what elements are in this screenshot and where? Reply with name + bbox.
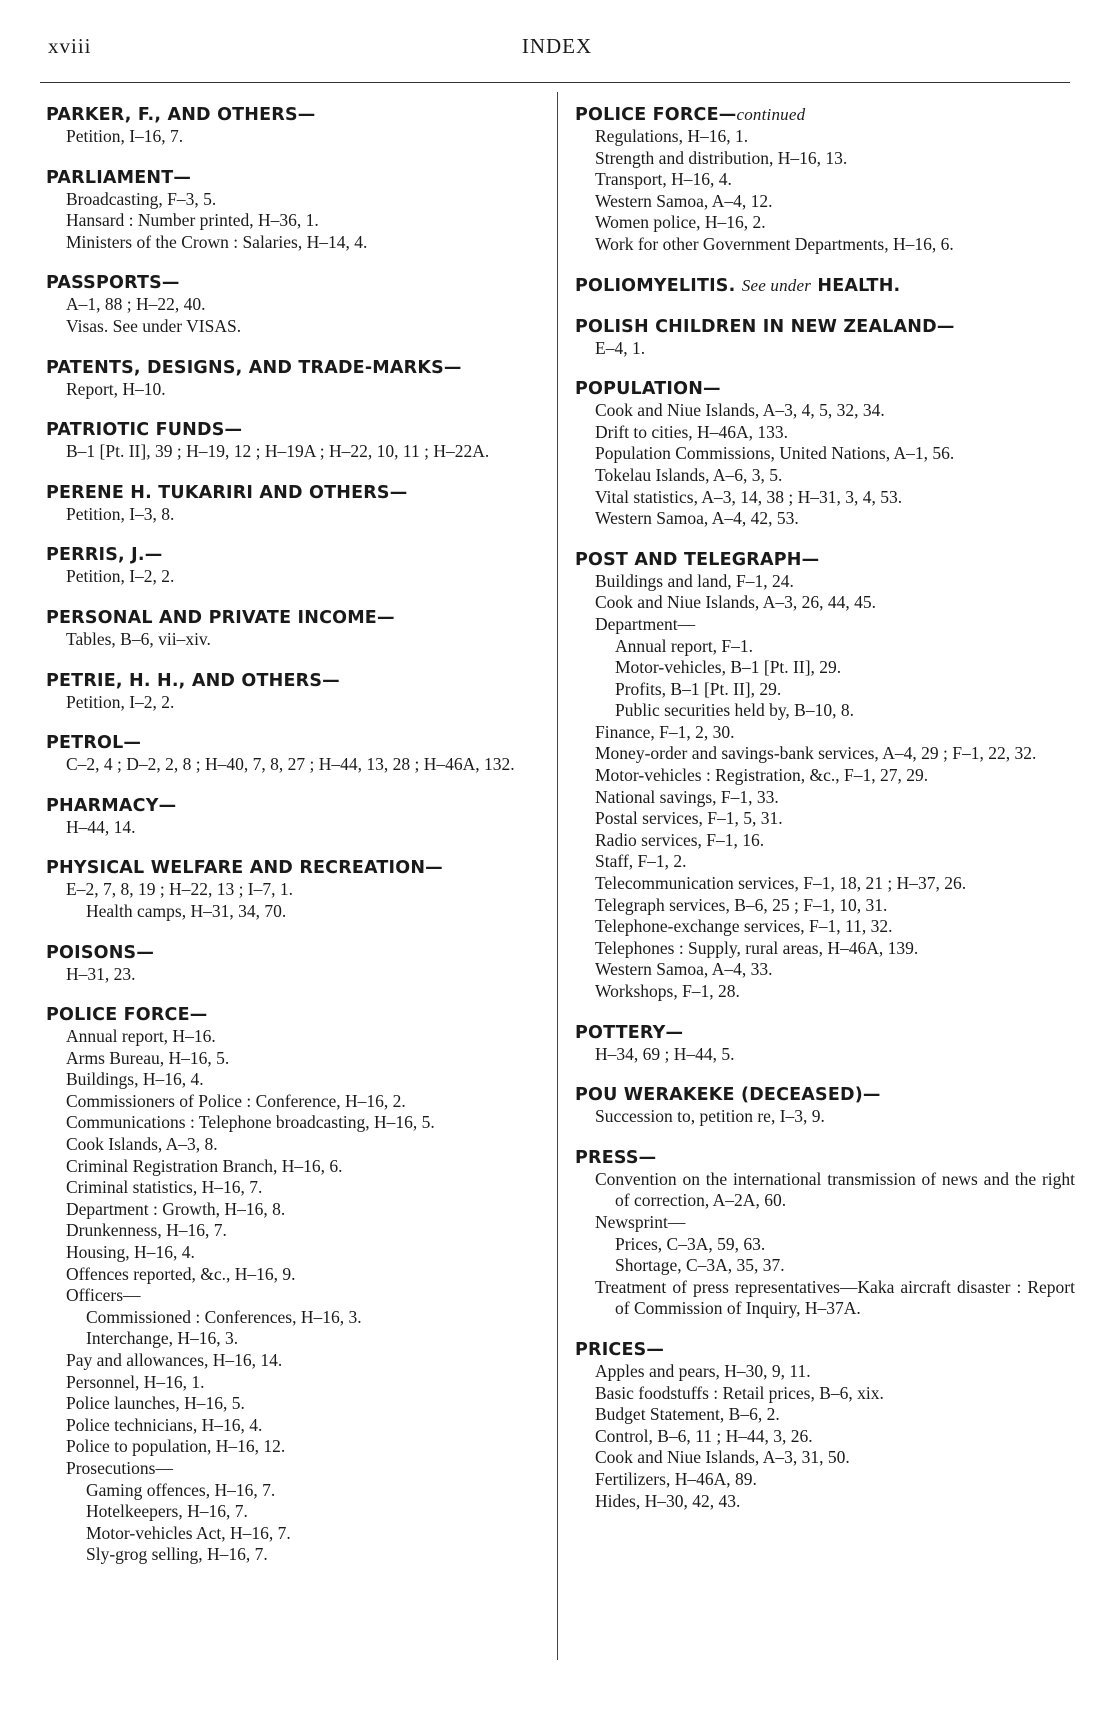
heading-text: POU WERAKEKE (DECEASED)—: [575, 1085, 881, 1106]
heading-text: PARKER, F., AND OTHERS—: [46, 105, 316, 125]
heading-text: PERRIS, J.—: [46, 545, 163, 566]
entry-line: Basic foodstuffs : Retail prices, B–6, xix.: [595, 1382, 884, 1403]
entry-line: Telegraph services, B–6, 25 ; F–1, 10, 31.: [595, 894, 888, 915]
entry-line: Criminal statistics, H–16, 7.: [66, 1177, 263, 1198]
entry-line: Motor-vehicles : Registration, &c., F–1, 27, 29.: [595, 765, 929, 786]
entry-heading: [575, 104, 1075, 126]
sub-entry: Annual report, F–1.: [615, 635, 754, 656]
heading-text: POST AND TELEGRAPH—: [575, 549, 820, 570]
entry-line: Vital statistics, A–3, 14, 38 ; H–31, 3, 4, 53.: [595, 486, 903, 507]
entry-heading: [575, 549, 1075, 571]
index-entry: [46, 104, 546, 148]
entry-line: Department : Growth, H–16, 8.: [66, 1198, 286, 1219]
entry-line: B–1 [Pt. II], 39 ; H–19, 12 ; H–19A ; H–22, 10, 11 ; H–22A.: [66, 441, 490, 462]
heading-note: See under: [741, 275, 812, 295]
index-entry: [575, 1022, 1075, 1066]
sub-entry: Prices, C–3A, 59, 63.: [615, 1233, 766, 1254]
entry-line: Buildings, H–16, 4.: [66, 1069, 204, 1090]
entry-line: Arms Bureau, H–16, 5.: [66, 1047, 230, 1068]
sub-entry: Health camps, H–31, 34, 70.: [86, 900, 287, 921]
index-entry: [46, 942, 546, 986]
entry-line: Report, H–10.: [66, 378, 166, 399]
heading-text: POLICE FORCE—: [46, 1005, 208, 1026]
entry-heading: [46, 482, 546, 504]
entry-heading: [46, 607, 546, 629]
entry-heading: [46, 357, 546, 379]
entry-line: Cook and Niue Islands, A–3, 26, 44, 45.: [595, 592, 876, 613]
entry-line: Transport, H–16, 4.: [595, 169, 732, 190]
entry-heading: [46, 272, 546, 294]
heading-text: PASSPORTS—: [46, 273, 180, 294]
sub-entry: Commissioned : Conferences, H–16, 3.: [86, 1306, 362, 1327]
page-number: xviii: [48, 34, 92, 58]
index-entry: [575, 316, 1075, 360]
heading-text: PERSONAL AND PRIVATE INCOME—: [46, 607, 395, 628]
index-entry: [46, 272, 546, 337]
heading-text: POTTERY—: [575, 1022, 684, 1043]
entry-line: Ministers of the Crown : Salaries, H–14, 4.: [66, 231, 368, 252]
entry-line: Convention on the international transmission of news and the right of correction, A–2A, 60.: [595, 1168, 1075, 1211]
entry-line: Tokelau Islands, A–6, 3, 5.: [595, 464, 783, 485]
sub-entry: Profits, B–1 [Pt. II], 29.: [615, 678, 782, 699]
entry-line: Cook Islands, A–3, 8.: [66, 1134, 218, 1155]
index-entry: [46, 544, 546, 588]
heading-note: continued: [736, 105, 806, 124]
heading-text: PHARMACY—: [46, 795, 177, 816]
entry-line: E–2, 7, 8, 19 ; H–22, 13 ; I–7, 1.: [66, 879, 294, 900]
index-entry: [46, 357, 546, 401]
entry-line: Pay and allowances, H–16, 14.: [66, 1350, 283, 1370]
entry-line: Population Commissions, United Nations, A–1, 56.: [595, 443, 955, 464]
entry-line: Women police, H–16, 2.: [595, 212, 766, 233]
index-entry: [46, 795, 546, 839]
entry-line: Money-order and savings-bank services, A–4, 29 ; F–1, 22, 32.: [595, 743, 1037, 764]
heading-text: PETROL—: [46, 733, 142, 754]
entry-heading: [46, 795, 546, 817]
index-entry: [575, 549, 1075, 1003]
sub-entry: Hotelkeepers, H–16, 7.: [86, 1501, 248, 1522]
index-entry: [46, 607, 546, 651]
entry-line: Strength and distribution, H–16, 13.: [595, 147, 848, 168]
entry-line: Succession to, petition re, I–3, 9.: [595, 1106, 825, 1127]
entry-line: Cook and Niue Islands, A–3, 31, 50.: [595, 1447, 850, 1468]
entry-heading: [46, 942, 546, 964]
entry-line: Offences reported, &c., H–16, 9.: [66, 1263, 296, 1284]
entry-line: Communications : Telephone broadcasting, H–16, 5.: [66, 1112, 435, 1133]
entry-line: E–4, 1.: [595, 337, 646, 358]
entry-line: Workshops, F–1, 28.: [595, 981, 740, 1001]
entry-line: Housing, H–16, 4.: [66, 1242, 195, 1263]
entry-line: Postal services, F–1, 5, 31.: [595, 808, 783, 829]
entry-line: H–44, 14.: [66, 816, 136, 837]
heading-text: PATENTS, DESIGNS, AND TRADE-MARKS—: [46, 357, 462, 378]
index-entry: [575, 275, 1075, 297]
entry-line: C–2, 4 ; D–2, 2, 8 ; H–40, 7, 8, 27 ; H–44, 13, 28 ; H–46A, 132.: [66, 754, 515, 775]
heading-text: PETRIE, H. H., AND OTHERS—: [46, 670, 340, 691]
heading-text: PATRIOTIC FUNDS—: [46, 420, 243, 441]
entry-line: A–1, 88 ; H–22, 40.: [66, 294, 206, 315]
right-column: [575, 104, 1075, 1531]
entry-line: Visas. See under VISAS.: [66, 315, 242, 336]
heading-cross-reference: HEALTH.: [817, 275, 901, 296]
left-column: [46, 104, 546, 1585]
heading-text: PERENE H. TUKARIRI AND OTHERS—: [46, 482, 408, 503]
entry-heading: [46, 1004, 546, 1026]
entry-line: Western Samoa, A–4, 42, 53.: [595, 508, 799, 529]
entry-line: Drift to cities, H–46A, 133.: [595, 421, 788, 442]
entry-line: Prosecutions—: [66, 1457, 173, 1478]
index-entry: [46, 419, 546, 463]
entry-line: Buildings and land, F–1, 24.: [595, 570, 794, 591]
heading-text: POPULATION—: [575, 379, 721, 400]
column-divider: [557, 92, 558, 1660]
entry-line: Work for other Government Departments, H–16, 6.: [595, 233, 954, 254]
index-entry: [46, 670, 546, 714]
entry-line: Officers—: [66, 1285, 141, 1306]
heading-text: POISONS—: [46, 942, 155, 963]
entry-line: Staff, F–1, 2.: [595, 851, 687, 872]
entry-line: Police launches, H–16, 5.: [66, 1393, 245, 1414]
sub-entry: Gaming offences, H–16, 7.: [86, 1479, 276, 1500]
entry-line: Drunkenness, H–16, 7.: [66, 1220, 227, 1241]
entry-line: Petition, I–3, 8.: [66, 503, 175, 524]
entry-line: Telephone-exchange services, F–1, 11, 32.: [595, 916, 893, 937]
entry-line: Newsprint—: [595, 1211, 686, 1232]
heading-text: POLICE FORCE—: [575, 105, 737, 125]
entry-line: Cook and Niue Islands, A–3, 4, 5, 32, 34.: [595, 400, 885, 421]
index-entry: [575, 378, 1075, 530]
entry-line: Police technicians, H–16, 4.: [66, 1414, 263, 1435]
entry-line: Telephones : Supply, rural areas, H–46A, 139.: [595, 937, 919, 958]
entry-line: Control, B–6, 11 ; H–44, 3, 26.: [595, 1425, 813, 1446]
entry-line: Treatment of press representatives—Kaka aircraft disaster : Report of Commission of Inquiry, H–37A.: [595, 1276, 1075, 1319]
entry-line: Western Samoa, A–4, 33.: [595, 959, 773, 980]
heading-text: PARLIAMENT—: [46, 167, 192, 188]
entry-line: Petition, I–16, 7.: [66, 126, 184, 146]
entry-line: Tables, B–6, vii–xiv.: [66, 628, 211, 649]
entry-line: Budget Statement, B–6, 2.: [595, 1404, 780, 1425]
index-entry: [575, 1339, 1075, 1512]
header-rule: [40, 82, 1070, 83]
entry-heading: [575, 1339, 1075, 1361]
heading-text: POLIOMYELITIS.: [575, 275, 736, 296]
sub-entry: Motor-vehicles, B–1 [Pt. II], 29.: [615, 657, 842, 678]
entry-line: Petition, I–2, 2.: [66, 566, 175, 587]
entry-line: Department—: [595, 613, 696, 634]
index-entry: [46, 732, 546, 776]
heading-text: POLISH CHILDREN IN NEW ZEALAND—: [575, 316, 955, 337]
sub-entry: Shortage, C–3A, 35, 37.: [615, 1255, 785, 1276]
entry-heading: [46, 670, 546, 692]
entry-line: Telecommunication services, F–1, 18, 21 ; H–37, 26.: [595, 873, 967, 894]
index-entry: [46, 167, 546, 254]
entry-line: Commissioners of Police : Conference, H–16, 2.: [66, 1090, 406, 1111]
entry-line: Personnel, H–16, 1.: [66, 1371, 205, 1392]
entry-heading: [46, 857, 546, 879]
entry-heading: [575, 275, 1075, 297]
entry-heading: [575, 378, 1075, 400]
heading-text: PRESS—: [575, 1147, 657, 1168]
entry-heading: [46, 732, 546, 754]
entry-line: Police to population, H–16, 12.: [66, 1436, 286, 1457]
index-entry: [46, 1004, 546, 1566]
entry-line: H–31, 23.: [66, 963, 136, 984]
sub-entry: Public securities held by, B–10, 8.: [615, 700, 854, 721]
entry-line: Regulations, H–16, 1.: [595, 126, 749, 146]
entry-line: Western Samoa, A–4, 12.: [595, 190, 773, 211]
entry-line: H–34, 69 ; H–44, 5.: [595, 1043, 735, 1064]
index-entry: [575, 104, 1075, 256]
entry-line: Annual report, H–16.: [66, 1026, 216, 1047]
sub-entry: Sly-grog selling, H–16, 7.: [86, 1544, 268, 1565]
index-entry: [575, 1084, 1075, 1128]
entry-heading: [46, 167, 546, 189]
index-entry: [46, 482, 546, 526]
entry-line: Radio services, F–1, 16.: [595, 829, 765, 850]
index-entry: [575, 1147, 1075, 1320]
index-entry: [46, 857, 546, 922]
entry-line: National savings, F–1, 33.: [595, 786, 779, 807]
page-title: INDEX: [521, 34, 593, 58]
entry-line: Apples and pears, H–30, 9, 11.: [595, 1360, 811, 1381]
entry-heading: [575, 316, 1075, 338]
entry-heading: [575, 1022, 1075, 1044]
entry-line: Hansard : Number printed, H–36, 1.: [66, 210, 319, 231]
entry-line: Hides, H–30, 42, 43.: [595, 1490, 741, 1511]
entry-line: Petition, I–2, 2.: [66, 691, 175, 712]
entry-heading: [46, 544, 546, 566]
page-header: [0, 34, 1114, 64]
entry-heading: [575, 1147, 1075, 1169]
heading-text: PHYSICAL WELFARE AND RECREATION—: [46, 858, 443, 879]
entry-heading: [575, 1084, 1075, 1106]
heading-text: PRICES—: [575, 1339, 665, 1360]
entry-line: Finance, F–1, 2, 30.: [595, 721, 735, 742]
sub-entry: Interchange, H–16, 3.: [86, 1328, 239, 1349]
entry-heading: [46, 419, 546, 441]
entry-line: Broadcasting, F–3, 5.: [66, 188, 217, 209]
entry-line: Criminal Registration Branch, H–16, 6.: [66, 1155, 343, 1176]
entry-heading: [46, 104, 546, 126]
entry-line: Fertilizers, H–46A, 89.: [595, 1468, 757, 1489]
sub-entry: Motor-vehicles Act, H–16, 7.: [86, 1522, 291, 1543]
